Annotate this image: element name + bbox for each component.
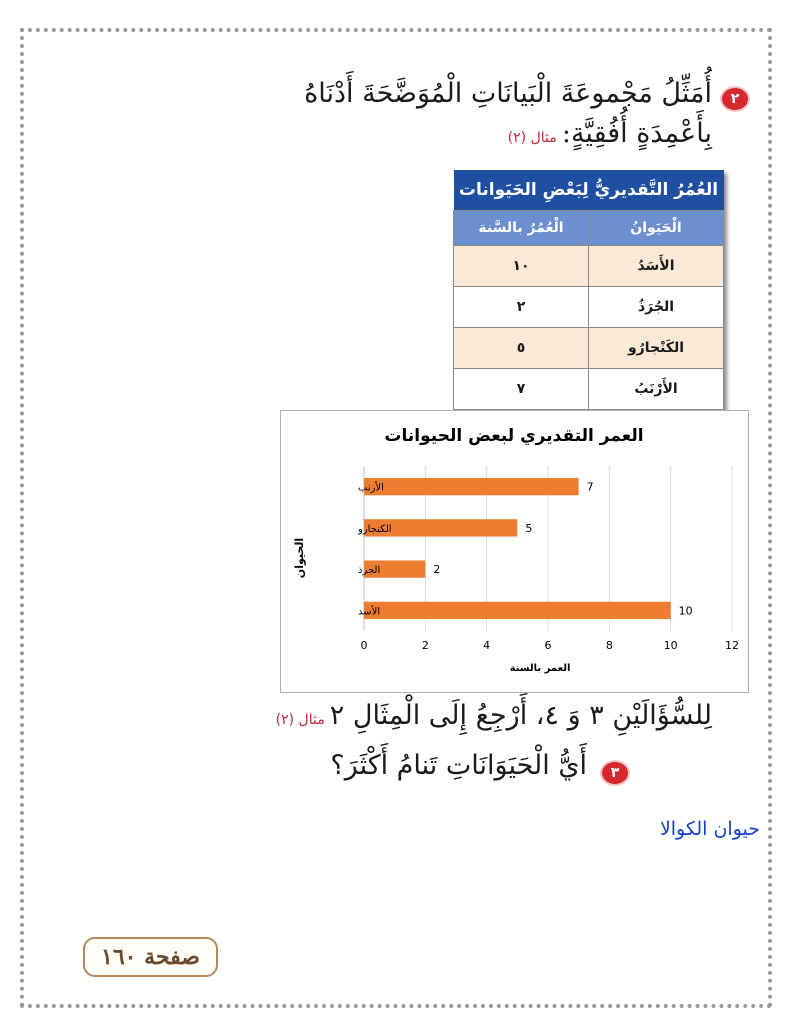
chart-x-tick-label: 4 (483, 639, 491, 652)
table-cell-animal: الجُرَذُ (589, 287, 724, 328)
chart-data-label: 10 (678, 604, 693, 618)
bar-chart (280, 410, 749, 693)
question-2-line-1: أُمَثِّلُ مَجْموعَةَ الْبَيانَاتِ الْمُوَضَّحَةَ أَدْنَاهُ (304, 78, 712, 109)
instruction-example-reference: مثال (٢) (275, 712, 325, 728)
question-3-text: أَيُّ الْحَيَوَانَاتِ تَنامُ أَكْثَرَ؟ (330, 750, 587, 781)
answer-text: حيوان الكوالا (659, 818, 760, 840)
chart-data-label: 2 (433, 563, 441, 577)
chart-title: العمر التقديري لبعض الحيوانات (384, 426, 644, 446)
table-row (454, 287, 724, 328)
question-number-badge: ٣ (600, 760, 630, 786)
chart-x-tick-label: 8 (605, 639, 613, 652)
table-row (454, 369, 724, 410)
chart-y-tick-label: الكنجارو (358, 523, 392, 535)
table-cell-animal: الأَسَدُ (589, 246, 724, 287)
chart-x-tick-label: 2 (421, 639, 429, 652)
chart-x-axis-label: العمر بالسنة (509, 663, 571, 674)
table-header-age: الْعُمُرُ بالسَّنة (454, 211, 589, 246)
chart-y-tick-label: الأرنب (358, 482, 384, 494)
table-cell-age: ٢ (454, 287, 589, 328)
table-cell-age: ١٠ (454, 246, 589, 287)
chart-y-axis-label: الحيوان (293, 537, 306, 579)
chart-bar (364, 602, 671, 619)
chart-y-tick-label: الأسد (358, 606, 381, 618)
table-cell-animal: الأَرْنَبُ (589, 369, 724, 410)
instruction-text: لِلسُّؤَالَيْنِ ٣ وَ ٤، أَرْجِعُ إِلَى الْمِثَالِ ٢ (329, 700, 712, 731)
table-cell-animal: الكَنْجارُو (589, 328, 724, 369)
page-number-label: صفحة ١٦٠ (83, 937, 218, 977)
example-reference: مثال (٢) (507, 130, 557, 146)
chart-x-tick-label: 10 (663, 639, 678, 652)
instruction-line (276, 700, 712, 731)
chart-data-label: 7 (586, 480, 594, 494)
chart-x-tick-label: 6 (544, 639, 552, 652)
question-2-line-2 (508, 118, 712, 149)
chart-x-tick-label: 12 (725, 639, 739, 652)
question-number-badge: ٢ (720, 86, 750, 112)
table-row (454, 246, 724, 287)
animal-age-table (453, 170, 724, 410)
chart-x-tick-label: 0 (360, 639, 368, 652)
chart-data-label: 5 (525, 521, 533, 535)
table-caption: العُمُرُ التَّقديريُّ لِبَعْضِ الحَيَوانات (454, 170, 724, 211)
question-2-line-2-text: بِأَعْمِدَةٍ أُفُقِيَّةٍ: (561, 118, 712, 149)
table-header-animal: الْحَيَوانُ (589, 211, 724, 246)
chart-y-tick-label: الجرذ (358, 565, 381, 577)
table-cell-age: ٧ (454, 369, 589, 410)
bar-chart-svg (281, 411, 748, 692)
table-cell-age: ٥ (454, 328, 589, 369)
table-row (454, 328, 724, 369)
chart-bar (364, 478, 579, 495)
chart-plot-area (357, 466, 739, 652)
